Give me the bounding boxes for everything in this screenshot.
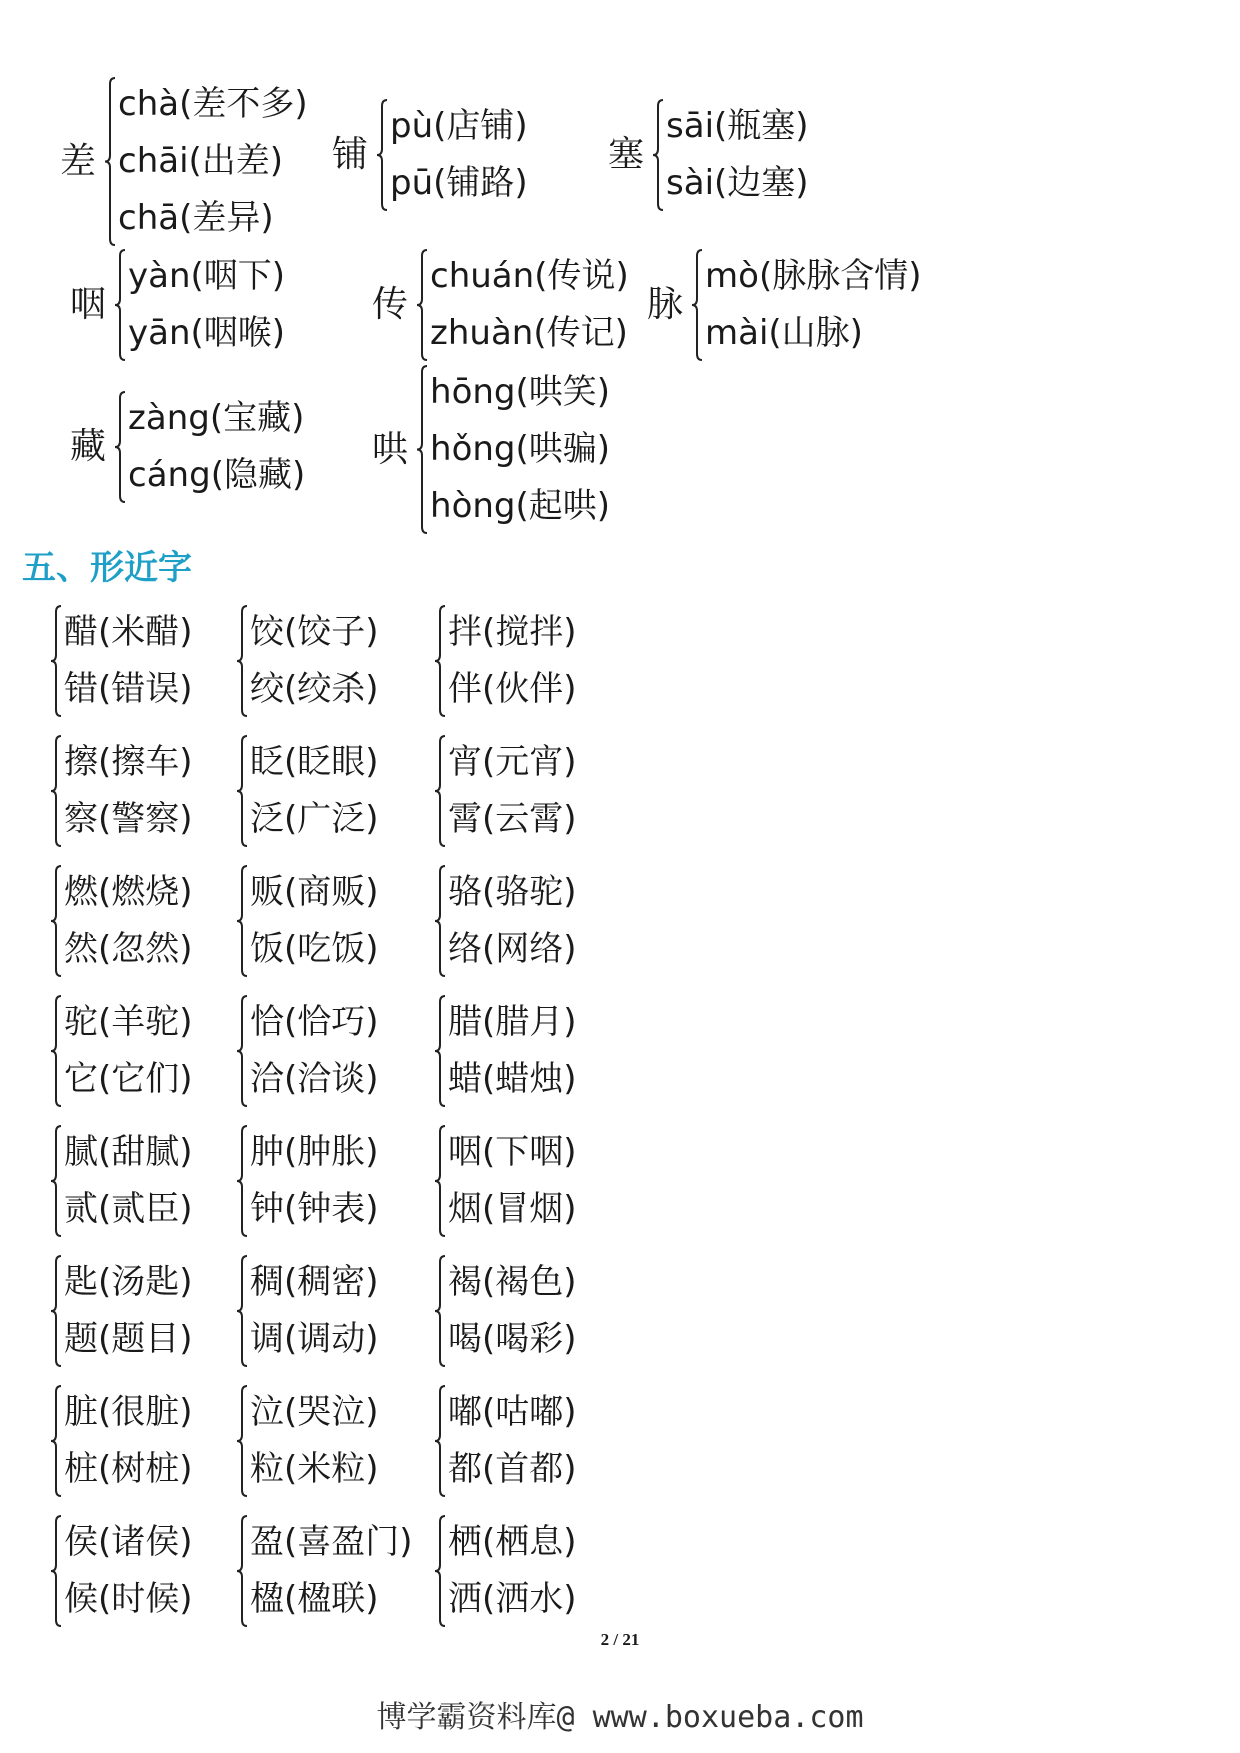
example-word: (腊月) <box>482 1002 577 1042</box>
similar-char-line <box>250 1311 379 1368</box>
example-word: (隐藏) <box>210 455 306 495</box>
similar-char-line <box>448 604 577 661</box>
example-word: (恰巧) <box>284 1002 379 1042</box>
brace-icon <box>50 734 62 848</box>
polyphone-group <box>647 248 921 362</box>
similar-char: 然 <box>64 929 98 969</box>
similar-char: 燃 <box>64 872 98 912</box>
similar-char: 贩 <box>250 872 284 912</box>
brace-icon <box>434 994 446 1108</box>
reading-line <box>430 248 629 305</box>
example-word: (羊驼) <box>98 1002 193 1042</box>
example-word: (伙伴) <box>482 669 577 709</box>
similar-char: 腻 <box>64 1132 98 1172</box>
similar-char: 稠 <box>250 1262 284 1302</box>
similar-char: 调 <box>250 1319 284 1359</box>
similar-char-pair <box>236 1514 413 1628</box>
example-word: (咽喉) <box>190 313 286 353</box>
example-word: (差异) <box>179 198 274 238</box>
similar-char-pair <box>50 734 193 848</box>
reading-line <box>705 248 921 305</box>
similar-char-line <box>250 1181 379 1238</box>
polyphone-group <box>372 364 610 535</box>
brace-icon <box>691 248 703 362</box>
polyphone-group <box>608 98 809 212</box>
example-word: (边塞) <box>714 163 809 203</box>
similar-char-line <box>250 1384 379 1441</box>
similar-char-pair <box>434 1384 577 1498</box>
similar-char: 察 <box>64 799 98 839</box>
pinyin: yān <box>128 313 191 353</box>
similar-char: 饺 <box>250 612 284 652</box>
polyphone-group <box>372 248 629 362</box>
brace-icon <box>50 1514 62 1628</box>
similar-char-line <box>64 1051 193 1108</box>
similar-char-line <box>64 994 193 1051</box>
reading-line <box>430 421 610 478</box>
example-word: (网络) <box>482 929 577 969</box>
similar-char: 都 <box>448 1449 482 1489</box>
similar-char: 贰 <box>64 1189 98 1229</box>
brace-icon <box>434 1384 446 1498</box>
similar-char: 绞 <box>250 669 284 709</box>
similar-char-line <box>448 921 577 978</box>
reading-line <box>430 305 629 362</box>
similar-char-line <box>64 921 193 978</box>
similar-char-pair <box>236 604 379 718</box>
example-word: (时候) <box>98 1579 193 1619</box>
example-word: (云霄) <box>482 799 577 839</box>
pinyin: mài <box>705 313 769 353</box>
pinyin: yàn <box>128 256 191 296</box>
brace-icon <box>434 1514 446 1628</box>
example-word: (咕嘟) <box>482 1392 577 1432</box>
brace-icon <box>50 1124 62 1238</box>
similar-char-line <box>250 1254 379 1311</box>
polyphone-char: 传 <box>372 284 409 325</box>
example-word: (调动) <box>284 1319 379 1359</box>
polyphone-group <box>60 76 308 247</box>
example-word: (洽谈) <box>284 1059 379 1099</box>
similar-char: 肿 <box>250 1132 284 1172</box>
brace-icon <box>434 1124 446 1238</box>
example-word: (肿胀) <box>284 1132 379 1172</box>
similar-char: 泛 <box>250 799 284 839</box>
example-word: (宝藏) <box>209 398 305 438</box>
polyphone-group <box>332 98 528 212</box>
similar-char: 褐 <box>448 1262 482 1302</box>
similar-char-line <box>250 1124 379 1181</box>
similar-char: 驼 <box>64 1002 98 1042</box>
example-word: (忽然) <box>98 929 193 969</box>
similar-char-line <box>448 1311 577 1368</box>
polyphone-char: 藏 <box>70 426 107 467</box>
similar-char: 钟 <box>250 1189 284 1229</box>
similar-char: 宵 <box>448 742 482 782</box>
similar-char: 泣 <box>250 1392 284 1432</box>
pinyin: hòng <box>430 486 516 526</box>
reading-line <box>390 155 528 212</box>
example-word: (米粒) <box>284 1449 379 1489</box>
similar-char-pair <box>434 1254 577 1368</box>
similar-char: 题 <box>64 1319 98 1359</box>
similar-char-line <box>64 1181 193 1238</box>
pinyin: sài <box>666 163 715 203</box>
similar-char-line <box>250 604 379 661</box>
reading-line <box>128 390 305 447</box>
example-word: (诸侯) <box>98 1522 193 1562</box>
polyphone-char: 铺 <box>332 134 369 175</box>
similar-char: 霄 <box>448 799 482 839</box>
similar-char: 匙 <box>64 1262 98 1302</box>
similar-char-line <box>64 864 193 921</box>
similar-char-line <box>64 604 193 661</box>
similar-char: 桩 <box>64 1449 98 1489</box>
reading-line <box>118 76 308 133</box>
brace-icon <box>236 1254 248 1368</box>
example-word: (起哄) <box>515 486 611 526</box>
example-word: (栖息) <box>482 1522 577 1562</box>
example-word: (铺路) <box>433 163 528 203</box>
example-word: (广泛) <box>284 799 379 839</box>
pinyin: zàng <box>128 398 210 438</box>
brace-icon <box>236 994 248 1108</box>
similar-char-line <box>448 1051 577 1108</box>
example-word: (擦车) <box>98 742 193 782</box>
example-word: (吃饭) <box>284 929 379 969</box>
similar-char: 伴 <box>448 669 482 709</box>
brace-icon <box>50 1254 62 1368</box>
similar-char-pair <box>434 994 577 1108</box>
example-word: (题目) <box>98 1319 193 1359</box>
similar-char-pair <box>434 604 577 718</box>
reading-line <box>705 305 921 362</box>
example-word: (出差) <box>188 141 284 181</box>
brace-icon <box>236 1124 248 1238</box>
example-word: (警察) <box>98 799 193 839</box>
similar-char-pair <box>50 1384 193 1498</box>
pinyin: pū <box>390 163 434 203</box>
example-word: (哄笑) <box>515 372 611 412</box>
similar-char-pair <box>236 1254 379 1368</box>
similar-char-line <box>250 1051 379 1108</box>
example-word: (喜盈门) <box>284 1522 413 1562</box>
example-word: (搅拌) <box>482 612 577 652</box>
section-title: 五、形近字 <box>22 548 192 588</box>
similar-char-line <box>64 791 193 848</box>
brace-icon <box>416 248 428 362</box>
similar-char: 洽 <box>250 1059 284 1099</box>
example-word: (米醋) <box>98 612 193 652</box>
similar-char-line <box>250 734 379 791</box>
example-word: (饺子) <box>284 612 379 652</box>
example-word: (褐色) <box>482 1262 577 1302</box>
similar-char-line <box>448 1181 577 1238</box>
similar-char: 脏 <box>64 1392 98 1432</box>
pinyin: chà <box>118 84 180 124</box>
brace-icon <box>236 1384 248 1498</box>
pinyin: chāi <box>118 141 189 181</box>
example-word: (哭泣) <box>284 1392 379 1432</box>
brace-icon <box>434 734 446 848</box>
pinyin: hǒng <box>430 429 516 469</box>
similar-char-line <box>250 661 379 718</box>
similar-char: 嘟 <box>448 1392 482 1432</box>
similar-char: 蜡 <box>448 1059 482 1099</box>
similar-char-line <box>448 1254 577 1311</box>
brace-icon <box>434 1254 446 1368</box>
example-word: (很脏) <box>98 1392 193 1432</box>
example-word: (店铺) <box>433 106 528 146</box>
brace-icon <box>50 1384 62 1498</box>
similar-char-line <box>250 791 379 848</box>
example-word: (山脉) <box>768 313 863 353</box>
brace-icon <box>50 604 62 718</box>
similar-char-pair <box>236 1124 379 1238</box>
example-word: (传记) <box>533 313 628 353</box>
brace-icon <box>236 1514 248 1628</box>
similar-char-line <box>64 1441 193 1498</box>
similar-char-pair <box>236 734 379 848</box>
example-word: (咽下) <box>190 256 286 296</box>
example-word: (首都) <box>482 1449 577 1489</box>
example-word: (骆驼) <box>482 872 577 912</box>
similar-char-line <box>64 1311 193 1368</box>
similar-char-pair <box>50 1514 193 1628</box>
reading-line <box>666 98 809 155</box>
similar-char: 络 <box>448 929 482 969</box>
similar-char: 粒 <box>250 1449 284 1489</box>
brace-icon <box>50 864 62 978</box>
similar-char-line <box>448 1571 577 1628</box>
reading-line <box>666 155 809 212</box>
example-word: (冒烟) <box>482 1189 577 1229</box>
similar-char: 喝 <box>448 1319 482 1359</box>
example-word: (传说) <box>534 256 629 296</box>
example-word: (下咽) <box>482 1132 577 1172</box>
similar-char: 眨 <box>250 742 284 782</box>
similar-char: 盈 <box>250 1522 284 1562</box>
polyphone-char: 哄 <box>372 428 409 470</box>
brace-icon <box>114 390 126 504</box>
watermark: 博学霸资料库@ www.boxueba.com <box>376 1700 864 1735</box>
similar-char-line <box>448 661 577 718</box>
example-word: (瓶塞) <box>714 106 809 146</box>
similar-char-pair <box>236 864 379 978</box>
pinyin: chā <box>118 198 180 238</box>
reading-line <box>118 190 308 247</box>
similar-char-pair <box>434 1124 577 1238</box>
brace-icon <box>114 248 126 362</box>
brace-icon <box>104 76 116 247</box>
example-word: (燃烧) <box>98 872 193 912</box>
example-word: (喝彩) <box>482 1319 577 1359</box>
example-word: (错误) <box>98 669 193 709</box>
similar-char-line <box>64 1124 193 1181</box>
example-word: (蜡烛) <box>482 1059 577 1099</box>
brace-icon <box>416 364 428 535</box>
similar-char-line <box>250 1441 379 1498</box>
example-word: (绞杀) <box>284 669 379 709</box>
similar-char-line <box>64 1384 193 1441</box>
polyphone-group <box>70 390 305 504</box>
similar-char: 腊 <box>448 1002 482 1042</box>
example-word: (脉脉含情) <box>758 256 922 296</box>
reading-line <box>128 248 285 305</box>
example-word: (稠密) <box>284 1262 379 1302</box>
example-word: (差不多) <box>179 84 308 124</box>
similar-char: 错 <box>64 669 98 709</box>
brace-icon <box>236 864 248 978</box>
example-word: (汤匙) <box>98 1262 193 1302</box>
similar-char-pair <box>434 1514 577 1628</box>
reading-line <box>128 447 305 504</box>
example-word: (洒水) <box>482 1579 577 1619</box>
reading-line <box>430 478 610 535</box>
reading-line <box>390 98 528 155</box>
similar-char-line <box>64 661 193 718</box>
polyphone-char: 脉 <box>647 284 684 325</box>
brace-icon <box>376 98 388 212</box>
brace-icon <box>236 734 248 848</box>
similar-char: 醋 <box>64 612 98 652</box>
similar-char-pair <box>434 734 577 848</box>
similar-char-line <box>64 734 193 791</box>
page-number: 2 / 21 <box>600 1630 640 1649</box>
similar-char: 骆 <box>448 872 482 912</box>
similar-char-pair <box>50 1124 193 1238</box>
similar-char-line <box>250 864 379 921</box>
similar-char: 拌 <box>448 612 482 652</box>
pinyin: cáng <box>128 455 211 495</box>
example-word: (眨眼) <box>284 742 379 782</box>
polyphone-char: 差 <box>60 140 97 182</box>
similar-char-pair <box>434 864 577 978</box>
brace-icon <box>434 604 446 718</box>
similar-char-line <box>250 1571 413 1628</box>
similar-char: 候 <box>64 1579 98 1619</box>
example-word: (贰臣) <box>98 1189 193 1229</box>
pinyin: chuán <box>430 256 535 296</box>
similar-char-line <box>64 1514 193 1571</box>
example-word: (甜腻) <box>98 1132 193 1172</box>
example-word: (哄骗) <box>515 429 611 469</box>
similar-char: 烟 <box>448 1189 482 1229</box>
similar-char-line <box>64 1571 193 1628</box>
similar-char-line <box>448 791 577 848</box>
similar-char-pair <box>236 994 379 1108</box>
brace-icon <box>236 604 248 718</box>
pinyin: zhuàn <box>430 313 534 353</box>
polyphone-char: 塞 <box>608 134 645 175</box>
similar-char: 楹 <box>250 1579 284 1619</box>
reading-line <box>128 305 285 362</box>
similar-char-line <box>448 1124 577 1181</box>
similar-char: 侯 <box>64 1522 98 1562</box>
similar-char-line <box>448 1441 577 1498</box>
similar-char-line <box>448 734 577 791</box>
polyphone-group <box>70 248 285 362</box>
similar-char-pair <box>236 1384 379 1498</box>
example-word: (楹联) <box>284 1579 379 1619</box>
similar-char-line <box>448 1384 577 1441</box>
similar-char: 栖 <box>448 1522 482 1562</box>
pinyin: sāi <box>666 106 715 146</box>
similar-char: 咽 <box>448 1132 482 1172</box>
similar-char-line <box>250 921 379 978</box>
similar-char-line <box>250 1514 413 1571</box>
brace-icon <box>50 994 62 1108</box>
example-word: (商贩) <box>284 872 379 912</box>
similar-char: 恰 <box>250 1002 284 1042</box>
polyphone-char: 咽 <box>70 284 107 325</box>
pinyin: mò <box>705 256 759 296</box>
example-word: (它们) <box>98 1059 193 1099</box>
brace-icon <box>434 864 446 978</box>
similar-char-line <box>448 1514 577 1571</box>
example-word: (钟表) <box>284 1189 379 1229</box>
similar-char: 洒 <box>448 1579 482 1619</box>
similar-char-line <box>250 994 379 1051</box>
similar-char-line <box>448 994 577 1051</box>
example-word: (元宵) <box>482 742 577 782</box>
brace-icon <box>652 98 664 212</box>
similar-char: 它 <box>64 1059 98 1099</box>
similar-char-line <box>64 1254 193 1311</box>
similar-char: 擦 <box>64 742 98 782</box>
similar-char-pair <box>50 864 193 978</box>
similar-char-line <box>448 864 577 921</box>
pinyin: hōng <box>430 372 516 412</box>
reading-line <box>430 364 610 421</box>
similar-char-pair <box>50 994 193 1108</box>
similar-char-pair <box>50 604 193 718</box>
example-word: (树桩) <box>98 1449 193 1489</box>
pinyin: pù <box>390 106 434 146</box>
reading-line <box>118 133 308 190</box>
similar-char-pair <box>50 1254 193 1368</box>
similar-char: 饭 <box>250 929 284 969</box>
